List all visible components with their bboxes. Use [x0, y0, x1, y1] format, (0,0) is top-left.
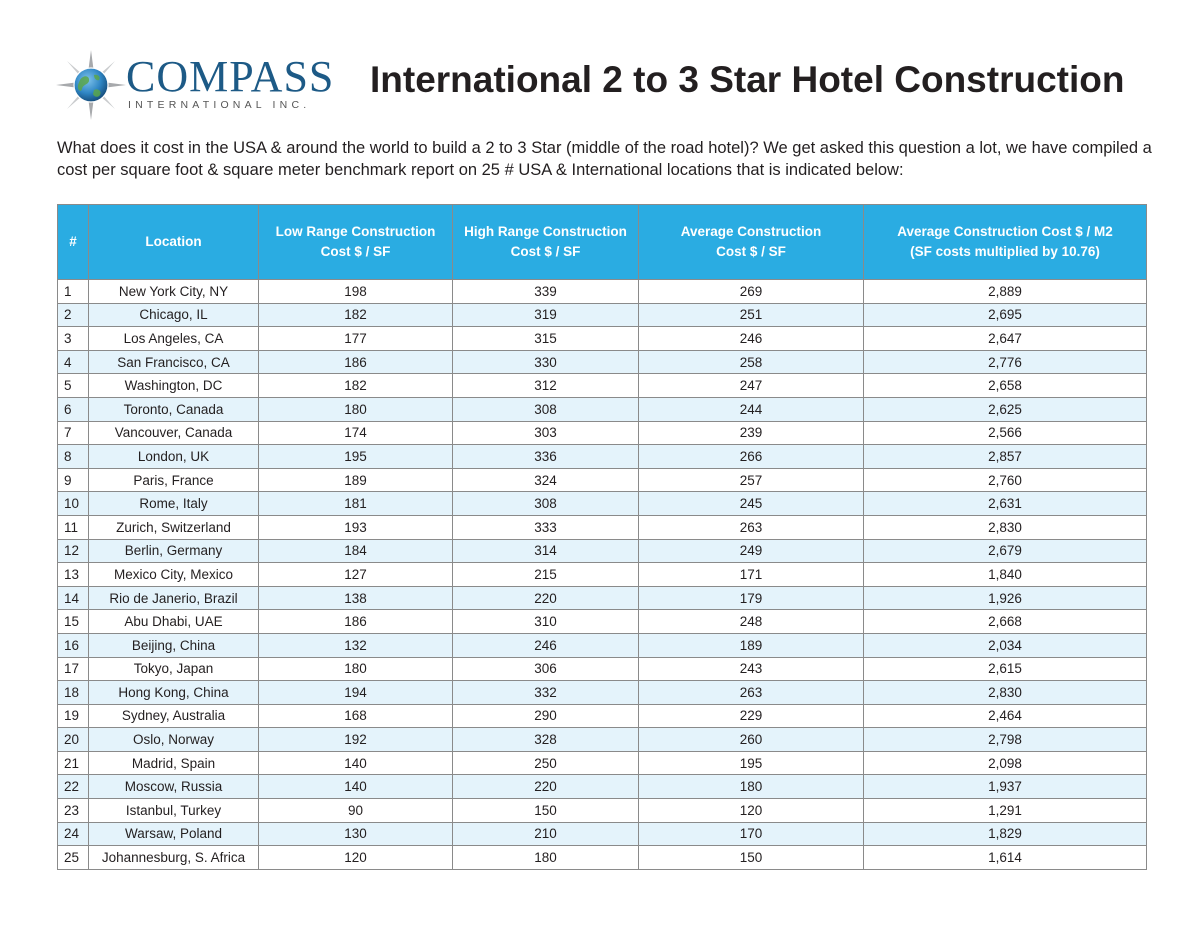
location-cell: Johannesburg, S. Africa: [89, 846, 259, 870]
low-cost-cell: 132: [259, 633, 453, 657]
header-high-range: [453, 205, 639, 280]
average-m2-cell: 2,658: [864, 374, 1147, 398]
low-cost-cell: 198: [259, 280, 453, 304]
header-average-m2: [864, 205, 1147, 280]
row-number: 13: [58, 563, 89, 587]
table-row: [58, 374, 1147, 398]
compass-rose-globe-icon: [56, 50, 126, 120]
location-cell: Mexico City, Mexico: [89, 563, 259, 587]
table-row: [58, 492, 1147, 516]
table-row: [58, 515, 1147, 539]
header-low-range: [259, 205, 453, 280]
average-cost-cell: 239: [639, 421, 864, 445]
location-cell: Istanbul, Turkey: [89, 799, 259, 823]
table-row: [58, 657, 1147, 681]
header-low-range-line1: Low Range Construction: [275, 224, 436, 239]
row-number: 18: [58, 681, 89, 705]
low-cost-cell: 120: [259, 846, 453, 870]
page-title: International 2 to 3 Star Hotel Construction: [370, 59, 1125, 100]
row-number: 9: [58, 468, 89, 492]
location-cell: Toronto, Canada: [89, 397, 259, 421]
location-cell: Sydney, Australia: [89, 704, 259, 728]
location-cell: Los Angeles, CA: [89, 327, 259, 351]
location-cell: Oslo, Norway: [89, 728, 259, 752]
low-cost-cell: 195: [259, 445, 453, 469]
average-m2-cell: 2,464: [864, 704, 1147, 728]
location-cell: Chicago, IL: [89, 303, 259, 327]
high-cost-cell: 290: [453, 704, 639, 728]
low-cost-cell: 182: [259, 374, 453, 398]
header-average-m2-line1: Average Construction Cost $ / M2: [897, 224, 1113, 239]
average-cost-cell: 260: [639, 728, 864, 752]
low-cost-cell: 193: [259, 515, 453, 539]
cost-table: [57, 204, 1147, 870]
high-cost-cell: 308: [453, 492, 639, 516]
header-high-range-line2: Cost $ / SF: [510, 244, 581, 259]
low-cost-cell: 138: [259, 586, 453, 610]
high-cost-cell: 314: [453, 539, 639, 563]
location-cell: San Francisco, CA: [89, 350, 259, 374]
table-row: [58, 563, 1147, 587]
average-cost-cell: 247: [639, 374, 864, 398]
row-number: 8: [58, 445, 89, 469]
average-cost-cell: 249: [639, 539, 864, 563]
low-cost-cell: 174: [259, 421, 453, 445]
row-number: 15: [58, 610, 89, 634]
table-row: [58, 445, 1147, 469]
average-cost-cell: 263: [639, 681, 864, 705]
location-cell: Vancouver, Canada: [89, 421, 259, 445]
average-m2-cell: 2,631: [864, 492, 1147, 516]
header-high-range-line1: High Range Construction: [464, 224, 627, 239]
table-row: [58, 633, 1147, 657]
row-number: 22: [58, 775, 89, 799]
high-cost-cell: 220: [453, 586, 639, 610]
average-cost-cell: 246: [639, 327, 864, 351]
high-cost-cell: 312: [453, 374, 639, 398]
average-cost-cell: 257: [639, 468, 864, 492]
row-number: 25: [58, 846, 89, 870]
row-number: 10: [58, 492, 89, 516]
location-cell: Paris, France: [89, 468, 259, 492]
high-cost-cell: 308: [453, 397, 639, 421]
table-row: [58, 681, 1147, 705]
low-cost-cell: 186: [259, 350, 453, 374]
average-m2-cell: 2,647: [864, 327, 1147, 351]
average-m2-cell: 2,695: [864, 303, 1147, 327]
average-cost-cell: 269: [639, 280, 864, 304]
table-row: [58, 728, 1147, 752]
row-number: 19: [58, 704, 89, 728]
low-cost-cell: 127: [259, 563, 453, 587]
row-number: 14: [58, 586, 89, 610]
high-cost-cell: 310: [453, 610, 639, 634]
low-cost-cell: 182: [259, 303, 453, 327]
average-cost-cell: 229: [639, 704, 864, 728]
company-logo: [56, 50, 346, 120]
average-m2-cell: 2,668: [864, 610, 1147, 634]
row-number: 17: [58, 657, 89, 681]
table-row: [58, 846, 1147, 870]
table-row: [58, 468, 1147, 492]
average-cost-cell: 179: [639, 586, 864, 610]
low-cost-cell: 184: [259, 539, 453, 563]
header-number-label: #: [69, 234, 77, 249]
average-m2-cell: 2,776: [864, 350, 1147, 374]
table-row: [58, 421, 1147, 445]
table-row: [58, 775, 1147, 799]
average-m2-cell: 2,615: [864, 657, 1147, 681]
low-cost-cell: 186: [259, 610, 453, 634]
row-number: 3: [58, 327, 89, 351]
average-cost-cell: 171: [639, 563, 864, 587]
high-cost-cell: 150: [453, 799, 639, 823]
low-cost-cell: 90: [259, 799, 453, 823]
row-number: 5: [58, 374, 89, 398]
high-cost-cell: 215: [453, 563, 639, 587]
location-cell: Hong Kong, China: [89, 681, 259, 705]
table-row: [58, 303, 1147, 327]
high-cost-cell: 324: [453, 468, 639, 492]
high-cost-cell: 319: [453, 303, 639, 327]
low-cost-cell: 189: [259, 468, 453, 492]
table-row: [58, 586, 1147, 610]
high-cost-cell: 246: [453, 633, 639, 657]
low-cost-cell: 192: [259, 728, 453, 752]
average-m2-cell: 2,566: [864, 421, 1147, 445]
low-cost-cell: 177: [259, 327, 453, 351]
average-m2-cell: 2,857: [864, 445, 1147, 469]
location-cell: Moscow, Russia: [89, 775, 259, 799]
average-cost-cell: 245: [639, 492, 864, 516]
low-cost-cell: 181: [259, 492, 453, 516]
location-cell: New York City, NY: [89, 280, 259, 304]
low-cost-cell: 140: [259, 775, 453, 799]
location-cell: Berlin, Germany: [89, 539, 259, 563]
location-cell: Madrid, Spain: [89, 751, 259, 775]
high-cost-cell: 328: [453, 728, 639, 752]
average-m2-cell: 2,034: [864, 633, 1147, 657]
table-row: [58, 327, 1147, 351]
row-number: 24: [58, 822, 89, 846]
high-cost-cell: 332: [453, 681, 639, 705]
average-m2-cell: 1,937: [864, 775, 1147, 799]
average-cost-cell: 263: [639, 515, 864, 539]
average-m2-cell: 1,291: [864, 799, 1147, 823]
table-row: [58, 539, 1147, 563]
header-average-m2-line2: (SF costs multiplied by 10.76): [910, 244, 1100, 259]
table-row: [58, 397, 1147, 421]
intro-paragraph: What does it cost in the USA & around the world to build a 2 to 3 Star (middle of the road hotel)? We get asked this question a lot, we have compiled a cost per square foot & square meter benchmark report on 25 # USA & International locations that is indicated below:: [57, 139, 1152, 179]
average-m2-cell: 1,614: [864, 846, 1147, 870]
table-row: [58, 280, 1147, 304]
table-row: [58, 610, 1147, 634]
header-location: [89, 205, 259, 280]
average-m2-cell: 2,625: [864, 397, 1147, 421]
high-cost-cell: 303: [453, 421, 639, 445]
row-number: 20: [58, 728, 89, 752]
high-cost-cell: 180: [453, 846, 639, 870]
average-cost-cell: 170: [639, 822, 864, 846]
average-cost-cell: 244: [639, 397, 864, 421]
low-cost-cell: 140: [259, 751, 453, 775]
average-m2-cell: 2,830: [864, 515, 1147, 539]
average-cost-cell: 180: [639, 775, 864, 799]
low-cost-cell: 180: [259, 657, 453, 681]
high-cost-cell: 220: [453, 775, 639, 799]
low-cost-cell: 130: [259, 822, 453, 846]
high-cost-cell: 306: [453, 657, 639, 681]
header-average-sf: [639, 205, 864, 280]
average-m2-cell: 2,760: [864, 468, 1147, 492]
table-row: [58, 704, 1147, 728]
row-number: 7: [58, 421, 89, 445]
average-m2-cell: 2,830: [864, 681, 1147, 705]
low-cost-cell: 180: [259, 397, 453, 421]
row-number: 21: [58, 751, 89, 775]
average-m2-cell: 2,679: [864, 539, 1147, 563]
header-average-sf-line1: Average Construction: [680, 224, 822, 239]
table-row: [58, 350, 1147, 374]
row-number: 1: [58, 280, 89, 304]
location-cell: Washington, DC: [89, 374, 259, 398]
average-cost-cell: 189: [639, 633, 864, 657]
location-cell: Zurich, Switzerland: [89, 515, 259, 539]
high-cost-cell: 210: [453, 822, 639, 846]
row-number: 16: [58, 633, 89, 657]
low-cost-cell: 194: [259, 681, 453, 705]
row-number: 6: [58, 397, 89, 421]
table-row: [58, 751, 1147, 775]
high-cost-cell: 336: [453, 445, 639, 469]
header-low-range-line2: Cost $ / SF: [320, 244, 391, 259]
row-number: 12: [58, 539, 89, 563]
high-cost-cell: 333: [453, 515, 639, 539]
average-m2-cell: 2,098: [864, 751, 1147, 775]
location-cell: Rome, Italy: [89, 492, 259, 516]
average-m2-cell: 1,829: [864, 822, 1147, 846]
average-cost-cell: 248: [639, 610, 864, 634]
average-m2-cell: 2,798: [864, 728, 1147, 752]
header-location-label: Location: [145, 234, 202, 249]
logo-subtitle: INTERNATIONAL INC.: [128, 99, 311, 111]
location-cell: Warsaw, Poland: [89, 822, 259, 846]
header-number: [58, 205, 89, 280]
row-number: 2: [58, 303, 89, 327]
average-m2-cell: 1,840: [864, 563, 1147, 587]
average-cost-cell: 150: [639, 846, 864, 870]
high-cost-cell: 339: [453, 280, 639, 304]
average-cost-cell: 266: [639, 445, 864, 469]
average-cost-cell: 251: [639, 303, 864, 327]
location-cell: Abu Dhabi, UAE: [89, 610, 259, 634]
low-cost-cell: 168: [259, 704, 453, 728]
high-cost-cell: 315: [453, 327, 639, 351]
location-cell: Beijing, China: [89, 633, 259, 657]
row-number: 11: [58, 515, 89, 539]
high-cost-cell: 330: [453, 350, 639, 374]
table-row: [58, 822, 1147, 846]
table-header-row: [58, 205, 1147, 280]
average-m2-cell: 2,889: [864, 280, 1147, 304]
logo-wordmark: COMPASS: [126, 52, 335, 101]
average-cost-cell: 258: [639, 350, 864, 374]
average-cost-cell: 195: [639, 751, 864, 775]
location-cell: London, UK: [89, 445, 259, 469]
location-cell: Rio de Janerio, Brazil: [89, 586, 259, 610]
average-cost-cell: 120: [639, 799, 864, 823]
location-cell: Tokyo, Japan: [89, 657, 259, 681]
header-average-sf-line2: Cost $ / SF: [716, 244, 786, 259]
row-number: 4: [58, 350, 89, 374]
row-number: 23: [58, 799, 89, 823]
average-m2-cell: 1,926: [864, 586, 1147, 610]
high-cost-cell: 250: [453, 751, 639, 775]
average-cost-cell: 243: [639, 657, 864, 681]
table-body: [58, 280, 1147, 870]
table-row: [58, 799, 1147, 823]
